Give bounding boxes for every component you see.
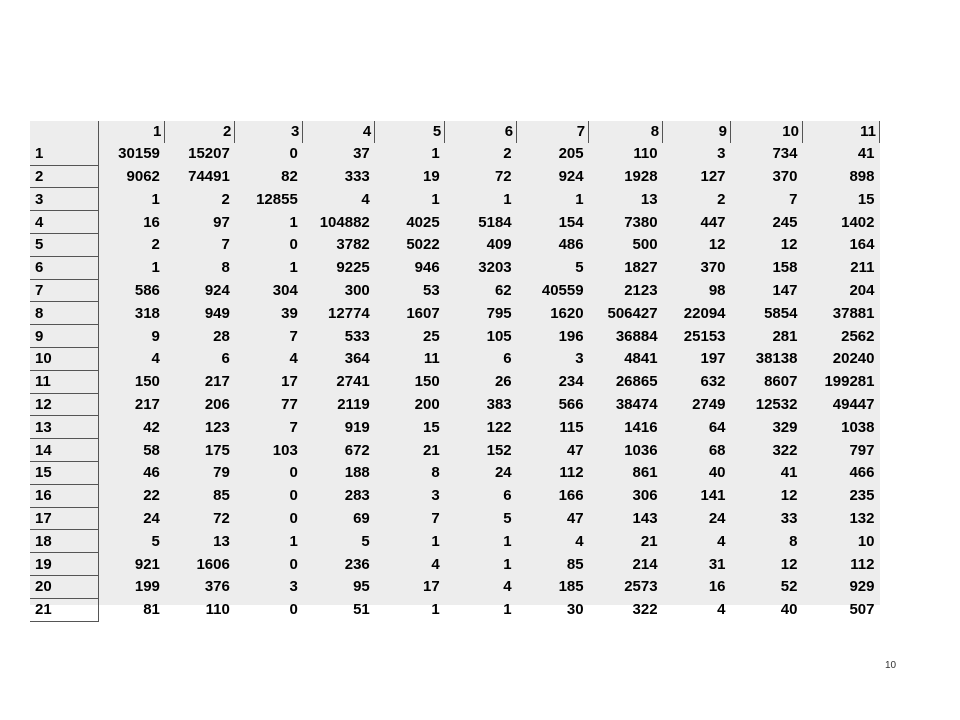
table-cell[interactable]: 0 [289,145,298,163]
table-cell[interactable]: 199 [134,578,160,596]
table-cell[interactable]: 3 [575,350,584,368]
table-cell[interactable]: 235 [849,487,875,505]
table-cell[interactable]: 22094 [683,304,726,322]
table-cell[interactable]: 74491 [188,167,230,185]
table-cell[interactable]: 42 [143,418,160,436]
table-cell[interactable]: 1 [151,259,160,277]
table-cell[interactable]: 533 [344,327,370,345]
table-cell[interactable]: 6 [503,487,512,505]
page-number: 10 [885,660,897,671]
table-cell[interactable]: 1402 [841,213,875,231]
table-cell[interactable]: 85 [213,487,230,505]
table-cell[interactable]: 3 [289,578,298,596]
table-row [30,484,880,507]
row-header-12[interactable]: 12 [30,393,99,416]
table-cell[interactable]: 4 [717,601,726,619]
row-header-7[interactable]: 7 [30,279,99,302]
table-cell[interactable]: 1827 [624,259,658,277]
table-cell[interactable]: 370 [772,167,798,185]
table-cell[interactable]: 3203 [478,259,512,277]
table-cell[interactable]: 211 [850,259,875,277]
table-cell[interactable]: 150 [134,373,160,391]
table-cell[interactable]: 185 [558,578,584,596]
table-cell[interactable]: 1 [431,532,440,550]
table-cell[interactable]: 5022 [406,236,440,254]
table-cell[interactable]: 1036 [624,441,658,459]
table-cell[interactable]: 1416 [624,418,658,436]
table-row [30,325,880,348]
row-header-8[interactable]: 8 [30,302,99,325]
row-header-19[interactable]: 19 [30,553,99,576]
table-cell[interactable]: 4025 [406,213,440,231]
table-cell[interactable]: 40559 [541,281,584,299]
table-cell[interactable]: 2 [717,190,726,208]
column-header-4[interactable]: 4 [303,121,375,143]
table-cell[interactable]: 632 [700,373,726,391]
table-cell[interactable]: 12532 [755,395,798,413]
table-cell[interactable]: 409 [486,236,512,254]
table-cell[interactable]: 49447 [832,395,875,413]
table-cell[interactable]: 105 [486,327,512,345]
table-cell[interactable]: 40 [708,464,726,482]
table-cell[interactable]: 95 [353,578,370,596]
table-cell[interactable]: 507 [849,601,875,619]
table-cell[interactable]: 1038 [841,418,875,436]
row-header-4[interactable]: 4 [30,211,99,234]
table-cell[interactable]: 7 [789,190,798,208]
table-cell[interactable]: 15207 [188,145,230,163]
table-row [30,507,880,530]
table-cell[interactable]: 40 [780,601,798,619]
table-cell[interactable]: 12774 [328,304,370,322]
table-cell[interactable]: 1 [431,145,440,163]
table-cell[interactable]: 333 [344,167,370,185]
table-cell[interactable]: 283 [344,487,370,505]
table-cell[interactable]: 318 [134,304,160,322]
table-cell[interactable]: 1 [289,532,298,550]
table-cell[interactable]: 370 [700,259,726,277]
table-cell[interactable]: 2 [221,190,230,208]
table-cell[interactable]: 204 [849,281,875,299]
column-header-10[interactable]: 10 [731,121,803,143]
table-row [30,575,880,598]
table-cell[interactable]: 25 [423,327,440,345]
table-cell[interactable]: 115 [559,418,584,436]
table-cell[interactable]: 5 [151,532,160,550]
table-cell[interactable]: 122 [486,418,512,436]
table-cell[interactable]: 3 [431,487,440,505]
row-header-11[interactable]: 11 [30,370,99,393]
table-cell[interactable]: 376 [204,578,230,596]
table-row [30,370,880,393]
table-cell[interactable]: 21 [423,441,440,459]
table-cell[interactable]: 41 [780,464,798,482]
table-cell[interactable]: 9 [151,327,160,345]
table-cell[interactable]: 31 [708,555,726,573]
table-cell[interactable]: 929 [849,578,875,596]
table-cell[interactable]: 586 [134,281,160,299]
column-header-11[interactable]: 11 [802,121,879,143]
table-cell[interactable]: 1 [431,601,440,619]
table-cell[interactable]: 1 [503,555,512,573]
row-header-21[interactable]: 21 [30,598,99,621]
table-cell[interactable]: 2562 [841,327,875,345]
row-header-1[interactable]: 1 [30,143,99,165]
table-cell[interactable]: 166 [558,487,584,505]
row-header-2[interactable]: 2 [30,165,99,188]
table-cell[interactable]: 8 [221,259,230,277]
table-cell[interactable]: 19 [423,167,440,185]
table-cell[interactable]: 47 [566,441,584,459]
table-cell[interactable]: 5854 [764,304,798,322]
table-cell[interactable]: 175 [204,441,230,459]
table-cell[interactable]: 898 [849,167,875,185]
table-cell[interactable]: 82 [281,167,298,185]
table-cell[interactable]: 81 [143,601,160,619]
table-cell[interactable]: 13 [213,532,230,550]
table-row [30,553,880,576]
table-cell[interactable]: 12855 [256,190,298,208]
table-cell[interactable]: 147 [772,281,798,299]
table-cell[interactable]: 383 [486,395,512,413]
corner-cell [30,121,99,143]
table-cell[interactable]: 12 [780,555,798,573]
table-cell[interactable]: 329 [772,418,798,436]
table-cell[interactable]: 97 [213,213,230,231]
table-row [30,347,880,370]
table-cell[interactable]: 4 [717,532,726,550]
data-grid [30,121,880,619]
table-cell[interactable]: 158 [772,259,798,277]
table-row [30,598,880,621]
table-cell[interactable]: 1607 [406,304,440,322]
table-cell[interactable]: 919 [344,418,370,436]
table-cell[interactable]: 103 [272,441,298,459]
table-cell[interactable]: 4 [289,350,298,368]
table-cell[interactable]: 64 [708,418,726,436]
table-cell[interactable]: 3 [717,145,726,163]
table-cell[interactable]: 924 [204,281,230,299]
table-cell[interactable]: 62 [494,281,512,299]
table-cell[interactable]: 236 [344,555,370,573]
column-header-9[interactable]: 9 [663,121,731,143]
column-header-5[interactable]: 5 [375,121,445,143]
table-cell[interactable]: 152 [486,441,512,459]
table-cell[interactable]: 0 [289,509,298,527]
table-cell[interactable]: 22 [143,487,160,505]
table-cell[interactable]: 5 [575,259,584,277]
table-cell[interactable]: 217 [204,373,230,391]
table-cell[interactable]: 72 [494,167,512,185]
table-cell[interactable]: 85 [566,555,584,573]
table-cell[interactable]: 12 [780,487,798,505]
table-cell[interactable]: 466 [849,464,875,482]
table-row [30,393,880,416]
column-header-3[interactable]: 3 [235,121,303,143]
table-cell[interactable]: 110 [205,601,230,619]
table-cell[interactable]: 21 [640,532,658,550]
table-row [30,143,880,165]
table-cell[interactable]: 197 [700,350,726,368]
table-cell[interactable]: 1928 [624,167,658,185]
table-cell[interactable]: 306 [632,487,658,505]
table-cell[interactable]: 5184 [478,213,512,231]
table-cell[interactable]: 12 [708,236,726,254]
table-cell[interactable]: 7 [289,327,298,345]
table-cell[interactable]: 205 [558,145,584,163]
table-cell[interactable]: 7 [221,236,230,254]
table-cell[interactable]: 500 [632,236,658,254]
table-cell[interactable]: 37881 [832,304,875,322]
table-cell[interactable]: 39 [281,304,298,322]
table-cell[interactable]: 25153 [683,327,726,345]
table-cell[interactable]: 0 [289,601,298,619]
table-cell[interactable]: 26 [494,373,512,391]
table-cell[interactable]: 217 [134,395,160,413]
row-header-16[interactable]: 16 [30,484,99,507]
table-cell[interactable]: 1 [503,532,512,550]
table-cell[interactable]: 2 [151,236,160,254]
row-header-10[interactable]: 10 [30,347,99,370]
table-cell[interactable]: 17 [423,578,440,596]
row-header-14[interactable]: 14 [30,439,99,462]
table-cell[interactable]: 1 [151,190,160,208]
table-cell[interactable]: 16 [143,213,160,231]
table-cell[interactable]: 69 [353,509,370,527]
table-cell[interactable]: 0 [289,236,298,254]
table-cell[interactable]: 200 [414,395,440,413]
table-cell[interactable]: 861 [632,464,658,482]
table-cell[interactable]: 127 [700,167,726,185]
table-cell[interactable]: 322 [632,601,658,619]
table-cell[interactable]: 15 [857,190,875,208]
table-cell[interactable]: 1 [289,213,298,231]
table-cell[interactable]: 3782 [336,236,370,254]
table-cell[interactable]: 1606 [196,555,230,573]
table-cell[interactable]: 672 [344,441,370,459]
table-cell[interactable]: 46 [143,464,160,482]
table-cell[interactable]: 68 [708,441,726,459]
table-cell[interactable]: 5 [361,532,370,550]
table-cell[interactable]: 12 [780,236,798,254]
table-cell[interactable]: 8 [789,532,798,550]
table-cell[interactable]: 234 [558,373,584,391]
table-cell[interactable]: 2 [503,145,512,163]
table-cell[interactable]: 24 [143,509,160,527]
table-cell[interactable]: 143 [632,509,658,527]
table-cell[interactable]: 17 [281,373,298,391]
table-cell[interactable]: 949 [204,304,230,322]
table-cell[interactable]: 1 [289,259,298,277]
row-header-9[interactable]: 9 [30,325,99,348]
table-cell[interactable]: 164 [849,236,875,254]
table-cell[interactable]: 51 [353,601,370,619]
table-cell[interactable]: 150 [414,373,440,391]
table-cell[interactable]: 123 [204,418,230,436]
table-cell[interactable]: 30159 [118,145,160,163]
table-cell[interactable]: 199281 [824,373,875,391]
table-cell[interactable]: 322 [772,441,798,459]
table-cell[interactable]: 795 [486,304,512,322]
table-row [30,256,880,279]
table-row [30,439,880,462]
table-cell[interactable]: 26865 [615,373,658,391]
table-cell[interactable]: 37 [353,145,370,163]
table-cell[interactable]: 72 [213,509,230,527]
column-header-1[interactable]: 1 [99,121,165,143]
table-cell[interactable]: 77 [281,395,298,413]
table-cell[interactable]: 15 [423,418,440,436]
table-cell[interactable]: 300 [344,281,370,299]
table-cell[interactable]: 24 [708,509,726,527]
table-row [30,279,880,302]
table-cell[interactable]: 2119 [337,395,370,413]
table-cell[interactable]: 33 [780,509,798,527]
table-cell[interactable]: 4841 [624,350,658,368]
table-cell[interactable]: 41 [857,145,875,163]
table-cell[interactable]: 38138 [755,350,798,368]
table-cell[interactable]: 734 [772,145,798,163]
table-cell[interactable]: 9062 [126,167,160,185]
table-cell[interactable]: 36884 [615,327,658,345]
column-header-7[interactable]: 7 [517,121,589,143]
table-cell[interactable]: 2741 [336,373,370,391]
table-cell[interactable]: 0 [289,555,298,573]
table-cell[interactable]: 2749 [692,395,726,413]
table-cell[interactable]: 104882 [319,213,370,231]
row-header-13[interactable]: 13 [30,416,99,439]
matrix-table [30,121,880,622]
row-header-6[interactable]: 6 [30,256,99,279]
table-cell[interactable]: 281 [772,327,798,345]
table-cell[interactable]: 20240 [832,350,875,368]
row-header-3[interactable]: 3 [30,188,99,211]
table-cell[interactable]: 38474 [615,395,658,413]
table-cell[interactable]: 4 [503,578,512,596]
table-cell[interactable]: 1 [431,190,440,208]
table-cell[interactable]: 132 [849,509,875,527]
table-cell[interactable]: 304 [272,281,298,299]
table-cell[interactable]: 946 [414,259,440,277]
table-row [30,461,880,484]
header-row [30,121,880,143]
table-row [30,188,880,211]
table-cell[interactable]: 447 [700,213,726,231]
table-cell[interactable]: 30 [566,601,584,619]
table-cell[interactable]: 196 [558,327,584,345]
table-cell[interactable]: 4 [361,190,370,208]
table-cell[interactable]: 28 [213,327,230,345]
row-header-20[interactable]: 20 [30,575,99,598]
table-cell[interactable]: 11 [423,350,440,368]
table-cell[interactable]: 921 [134,555,160,573]
table-cell[interactable]: 7 [289,418,298,436]
table-cell[interactable]: 1620 [550,304,584,322]
column-header-2[interactable]: 2 [165,121,235,143]
table-cell[interactable]: 141 [700,487,726,505]
table-cell[interactable]: 0 [289,487,298,505]
table-cell[interactable]: 2123 [624,281,658,299]
table-cell[interactable]: 112 [850,555,875,573]
table-cell[interactable]: 206 [204,395,230,413]
table-row [30,302,880,325]
table-cell[interactable]: 4 [151,350,160,368]
table-cell[interactable]: 2573 [624,578,658,596]
table-row [30,233,880,256]
table-cell[interactable]: 6 [221,350,230,368]
row-header-17[interactable]: 17 [30,507,99,530]
table-cell[interactable]: 16 [708,578,726,596]
table-cell[interactable]: 154 [558,213,584,231]
table-body [30,143,880,621]
table-cell[interactable]: 53 [423,281,440,299]
table-cell[interactable]: 58 [143,441,160,459]
table-cell[interactable]: 112 [559,464,584,482]
table-cell[interactable]: 5 [503,509,512,527]
column-header-6[interactable]: 6 [445,121,517,143]
table-cell[interactable]: 1 [503,601,512,619]
table-cell[interactable]: 0 [289,464,298,482]
table-cell[interactable]: 245 [772,213,798,231]
table-cell[interactable]: 8 [431,464,440,482]
table-cell[interactable]: 13 [640,190,658,208]
table-cell[interactable]: 79 [213,464,230,482]
table-cell[interactable]: 7 [431,509,440,527]
table-cell[interactable]: 10 [857,532,875,550]
table-cell[interactable]: 4 [575,532,584,550]
table-cell[interactable]: 24 [494,464,512,482]
table-cell[interactable]: 4 [431,555,440,573]
table-cell[interactable]: 1 [575,190,584,208]
table-cell[interactable]: 47 [566,509,584,527]
table-row [30,165,880,188]
table-cell[interactable]: 214 [632,555,658,573]
table-cell[interactable]: 8607 [764,373,798,391]
table-cell[interactable]: 6 [503,350,512,368]
table-cell[interactable]: 98 [708,281,726,299]
table-row [30,416,880,439]
table-cell[interactable]: 9225 [336,259,370,277]
table-cell[interactable]: 188 [344,464,370,482]
table-cell[interactable]: 1 [503,190,512,208]
column-header-8[interactable]: 8 [589,121,663,143]
table-cell[interactable]: 924 [558,167,584,185]
table-cell[interactable]: 506427 [607,304,658,322]
table-cell[interactable]: 566 [558,395,584,413]
table-cell[interactable]: 52 [780,578,798,596]
table-cell[interactable]: 110 [633,145,658,163]
table-row [30,211,880,234]
table-cell[interactable]: 797 [849,441,875,459]
row-header-15[interactable]: 15 [30,461,99,484]
row-header-5[interactable]: 5 [30,233,99,256]
row-header-18[interactable]: 18 [30,530,99,553]
table-row [30,530,880,553]
table-cell[interactable]: 486 [558,236,584,254]
table-cell[interactable]: 364 [344,350,370,368]
table-cell[interactable]: 7380 [624,213,658,231]
